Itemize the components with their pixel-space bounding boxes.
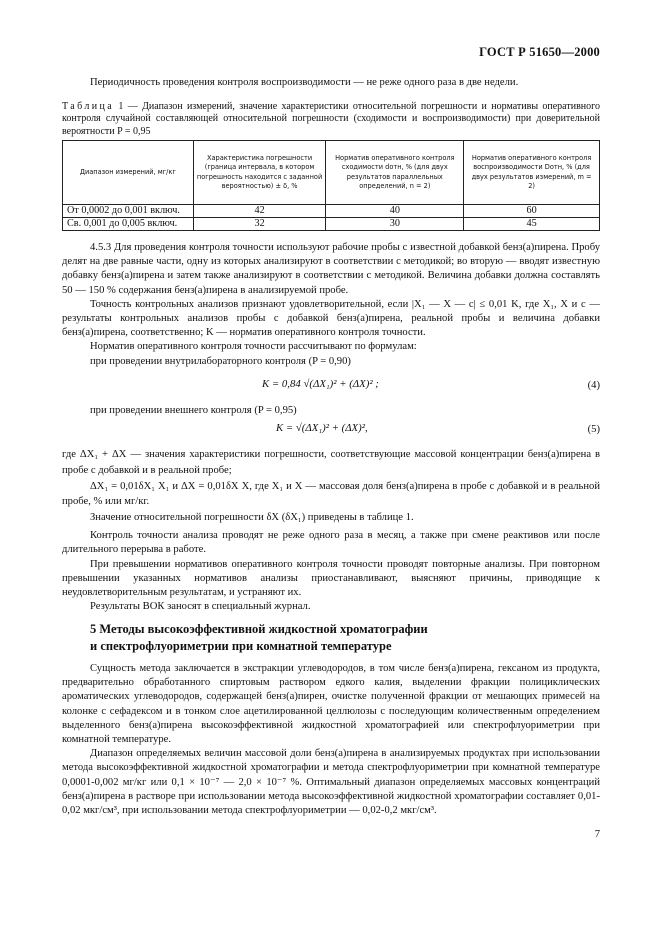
formula-5: K = √(ΔX₁)² + (ΔX)², <box>276 422 368 434</box>
section-5-title <box>90 621 428 655</box>
table-cell: 32 <box>193 218 326 231</box>
table-cell: 42 <box>193 205 326 218</box>
paragraph: Норматив оперативного контроля точности рассчитывают по формулам: <box>90 341 417 353</box>
formula-5-number: (5) <box>587 424 600 435</box>
table-header-convergence: Норматив оперативного контроля сходимости dотн, % (для двух результатов параллельных определений, n = 2) <box>326 141 464 205</box>
measurement-table <box>62 140 600 231</box>
paragraph: Сущность метода заключается в экстракции углеводородов, в том числе бенз(а)пирена, гексаном из продукта, предварительно обработанного спиртовым раствором едкого калия, выделении фракции полициклических ароматических углеводородов, содержащей бенз(а)пирен, очистке полученной фракции от мешающих примесей на колонке с сефадексом и в тонком слое ацетилированной целлюлозы с последующим количественным определением выделенного бенз(а)пирена высокоэффективной жидкостной хроматографией или спектрофлуориметрии при комнатной температуре. <box>62 663 600 746</box>
paragraph: Результаты ВОК заносят в специальный журнал. <box>90 601 311 613</box>
paragraph: где ΔX₁ + ΔX — значения характеристики погрешности, соответствующие массовой концентрации бенз(а)пирена в пробе с добавкой и в реальной пробе; <box>62 449 600 476</box>
intro-paragraph: Периодичность проведения контроля воспроизводимости — не реже одного раза в две недели. <box>90 77 519 88</box>
formula-4-number: (4) <box>587 380 600 391</box>
paragraph: ΔX₁ = 0,01δX₁ X₁ и ΔX = 0,01δX X, где X₁ и X — массовая доля бенз(а)пирена в пробе с добавкой и в реальной пробе, % или мг/кг. <box>62 481 600 507</box>
document-header: ГОСТ Р 51650—2000 <box>479 45 600 59</box>
table-row <box>63 205 600 218</box>
table-row <box>63 218 600 231</box>
section-4-5-3 <box>62 241 600 369</box>
table-cell: Св. 0,001 до 0,005 включ. <box>63 218 194 231</box>
section-after-formulas <box>62 447 600 614</box>
section-5-title-line2: и спектрофлуориметрии при комнатной температуре <box>90 639 392 653</box>
paragraph: При превышении нормативов оперативного контроля точности проводят повторные анализы. При повторном превышении указанных нормативов анализы приостанавливают, выясняют причины, приводящие к неудовлетворительным результатам, и устраняют их. <box>62 558 600 599</box>
table-cell: От 0,0002 до 0,001 включ. <box>63 205 194 218</box>
table-caption-text: 1 — Диапазон измерений, значение характеристики относительной погрешности и нормативы оперативного контроля случайной составляющей относительной погрешности (сходимости и воспроизводимости) при доверительной вероятности P = 0,95 <box>62 101 600 137</box>
table-cell: 45 <box>464 218 600 231</box>
paragraph: при проведении внутрилабораторного контроля (P = 0,90) <box>90 355 351 367</box>
paragraph: Точность контрольных анализов признают удовлетворительной, если |X₁ — X — c| ≤ 0,01 K, где X₁, X и c — результаты контрольных анализов пробы с добавкой бенз(а)пирена, реальной пробы и величина добавки бенз(а)пирена, соответственно; K — норматив оперативного контроля точности. <box>62 298 600 339</box>
section-5-body <box>62 662 600 818</box>
table-cell: 30 <box>326 218 464 231</box>
paragraph: 4.5.3 Для проведения контроля точности используют рабочие пробы с известной добавкой бенз(а)пирена. Пробу делят на две равные части, одну из которых анализируют в соответствии с методикой; во вторую — вводят известную добавку бенз(а)пирена и затем также анализируют в соответствии с методикой. Величина добавки должна составлять 50 — 150 % содержания бенз(а)пирена в анализируемой пробе. <box>62 242 600 296</box>
paragraph: Диапазон определяемых величин массовой доли бенз(а)пирена в анализируемых продуктах при использовании метода высокоэффективной жидкостной хроматографии и метода спектрофлуориметрии при комнатной температуре 0,0001-0,002 мг/кг или 0,1 × 10⁻⁷ — 2,0 × 10⁻⁷ %. Оптимальный диапазон определяемых массовых концентраций бенз(а)пирена в растворе при использовании метода высокоэффективной жидкостной хроматографии составляет 0,01-0,02 мкг/см³, при использовании метода спектрофлуориметрии — 0,02-0,2 мкг/см³. <box>62 748 600 817</box>
table-header-range: Диапазон измерений, мг/кг <box>63 141 194 205</box>
external-control-label: при проведении внешнего контроля (P = 0,95) <box>90 405 297 416</box>
table-cell: 40 <box>326 205 464 218</box>
table-caption <box>62 101 600 138</box>
paragraph: Контроль точности анализа проводят не реже одного раза в месяц, а также при смене реактивов или после длительного перерыва в работе. <box>62 530 600 556</box>
section-5-title-line1: 5 Методы высокоэффективной жидкостной хроматографии <box>90 622 428 636</box>
page-number: 7 <box>594 829 600 840</box>
table-cell: 60 <box>464 205 600 218</box>
table-caption-label: Таблица <box>62 101 115 112</box>
formula-4: K = 0,84 √(ΔX₁)² + (ΔX)² ; <box>262 378 379 390</box>
table-header-reproducibility: Норматив оперативного контроля воспроизводимости Dотн, % (для двух результатов измерений, m = 2) <box>464 141 600 205</box>
table-header-error: Характеристика погрешности (граница интервала, в котором погрешность находится с заданной вероятностью) ± δ, % <box>193 141 326 205</box>
table-header-row <box>63 141 600 205</box>
paragraph: Значение относительной погрешности δX (δX₁) приведены в таблице 1. <box>90 512 414 523</box>
